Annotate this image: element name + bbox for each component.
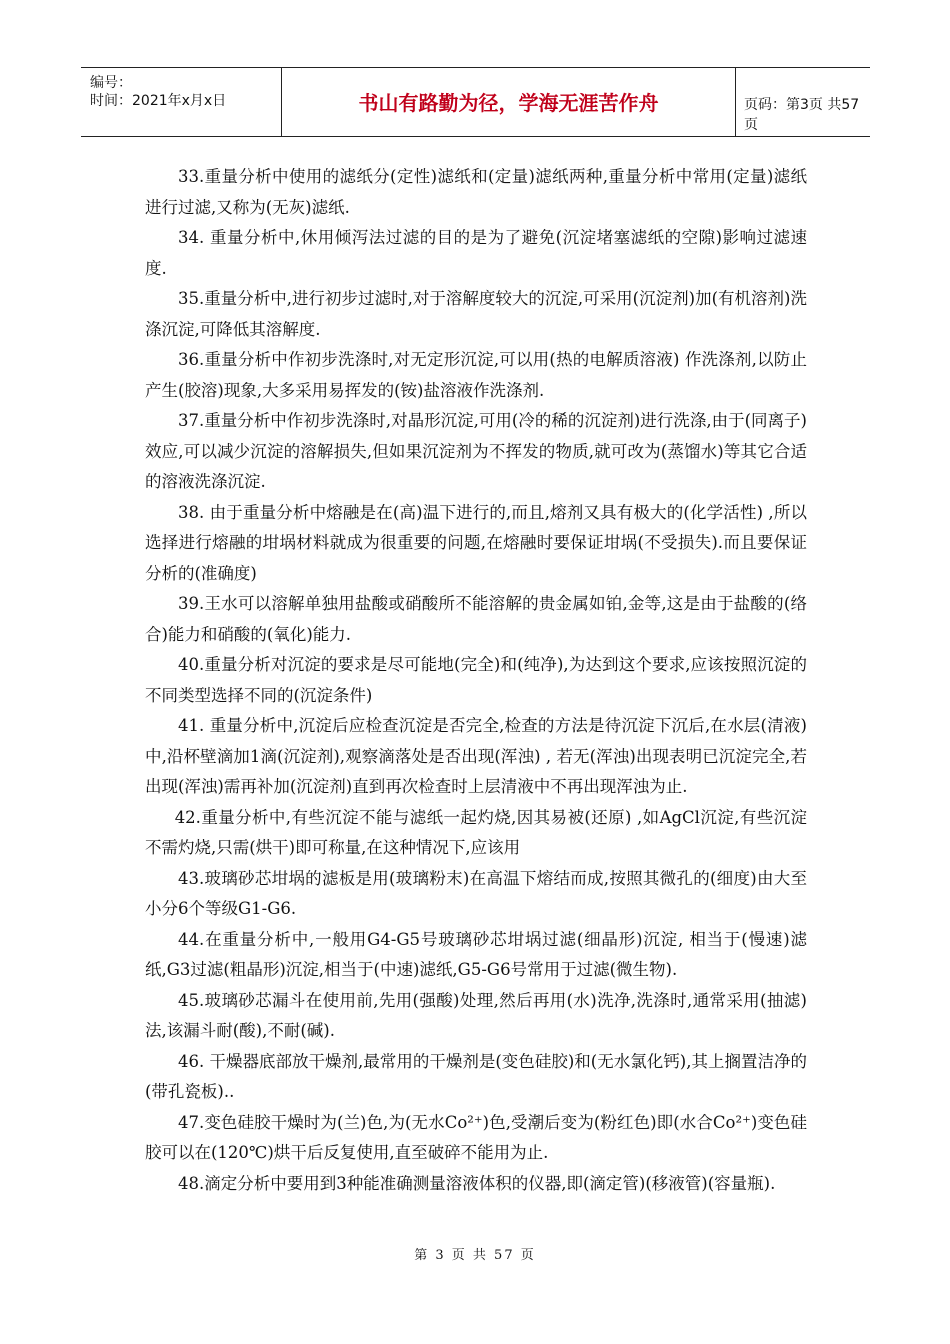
time-label: 时间：2021年x月x日 — [90, 93, 227, 109]
paragraph-45: 45.玻璃砂芯漏斗在使用前,先用(强酸)处理,然后再用(水)洗净,洗涤时,通常采用(抽滤)法,该漏斗耐(酸),不耐(碱). — [145, 990, 807, 1040]
paragraph-34: 34. 重量分析中,休用倾泻法过滤的目的是为了避免(沉淀堵塞滤纸的空隙)影响过滤速度. — [145, 228, 807, 278]
paragraph-48: 48.滴定分析中要用到3种能准确测量溶液体积的仪器,即(滴定管)(移液管)(容量瓶). — [178, 1173, 776, 1193]
paragraph-40: 40.重量分析对沉淀的要求是尽可能地(完全)和(纯净),为达到这个要求,应该按照沉淀的不同类型选择不同的(沉淀条件) — [145, 655, 807, 705]
header-page-info: 页码：第3页 共57页 — [744, 97, 860, 133]
paragraph-37: 37.重量分析中作初步洗涤时,对晶形沉淀,可用(冷的稀的沉淀剂)进行洗涤,由于(同离子)效应,可以减少沉淀的溶解损失,但如果沉淀剂为不挥发的物质,就可改为(蒸馏水)等其它合适的溶液洗涤沉淀. — [145, 411, 807, 491]
number-label: 编号： — [90, 75, 132, 91]
paragraph-47: 47.变色硅胶干燥时为(兰)色,为(无水Co²⁺)色,受潮后变为(粉红色)即(水合Co²⁺)变色硅胶可以在(120℃)烘干后反复使用,直至破碎不能用为止. — [145, 1112, 807, 1162]
paragraph-39: 39.王水可以溶解单独用盐酸或硝酸所不能溶解的贵金属如铂,金等,这是由于盐酸的(络合)能力和硝酸的(氧化)能力. — [145, 594, 807, 644]
paragraph-33: 33.重量分析中使用的滤纸分(定性)滤纸和(定量)滤纸两种,重量分析中常用(定量)滤纸进行过滤,又称为(无灰)滤纸. — [145, 167, 807, 217]
paragraph-41: 41. 重量分析中,沉淀后应检查沉淀是否完全,检查的方法是待沉淀下沉后,在水层(清液)中,沿杯壁滴加1滴(沉淀剂),观察滴落处是否出现(浑浊) , 若无(浑浊)出现表明已沉淀完全,若出现(浑浊)需再补加(沉淀剂)直到再次检查时上层清液中不再出现浑浊为止. — [145, 716, 807, 796]
paragraph-36: 36.重量分析中作初步洗涤时,对无定形沉淀,可以用(热的电解质溶液) 作洗涤剂,以防止产生(胶溶)现象,大多采用易挥发的(铵)盐溶液作洗涤剂. — [145, 350, 807, 400]
header-meta — [81, 68, 281, 136]
paragraph-44: 44.在重量分析中,一般用G4-G5号玻璃砂芯坩埚过滤(细晶形)沉淀, 相当于(慢速)滤纸,G3过滤(粗晶形)沉淀,相当于(中速)滤纸,G5-G6号常用于过滤(微生物). — [145, 929, 807, 979]
document-body — [145, 162, 807, 1199]
page-header — [81, 67, 870, 137]
paragraph-46: 46. 干燥器底部放干燥剂,最常用的干燥剂是(变色硅胶)和(无水氯化钙),其上搁置洁净的(带孔瓷板).. — [145, 1051, 807, 1101]
paragraph-38: 38. 由于重量分析中熔融是在(高)温下进行的,而且,熔剂又具有极大的(化学活性) ,所以选择进行熔融的坩埚材料就成为很重要的问题,在熔融时要保证坩埚(不受损失).而且要保证分析的(准确度) — [145, 502, 807, 583]
paragraph-43: 43.玻璃砂芯坩埚的滤板是用(玻璃粉末)在高温下熔结而成,按照其微孔的(细度)由大至小分6个等级G1-G6. — [145, 868, 807, 918]
paragraph-35: 35.重量分析中,进行初步过滤时,对于溶解度较大的沉淀,可采用(沉淀剂)加(有机溶剂)洗涤沉淀,可降低其溶解度. — [145, 289, 807, 339]
page-footer: 第 3 页 共 57 页 — [414, 1248, 536, 1263]
header-motto: 书山有路勤为径，学海无涯苦作舟 — [281, 68, 736, 136]
paragraph-42: 42.重量分析中,有些沉淀不能与滤纸一起灼烧,因其易被(还原) ,如AgCl沉淀,有些沉淀不需灼烧,只需(烘干)即可称量,在这种情况下,应该用 — [145, 807, 807, 857]
